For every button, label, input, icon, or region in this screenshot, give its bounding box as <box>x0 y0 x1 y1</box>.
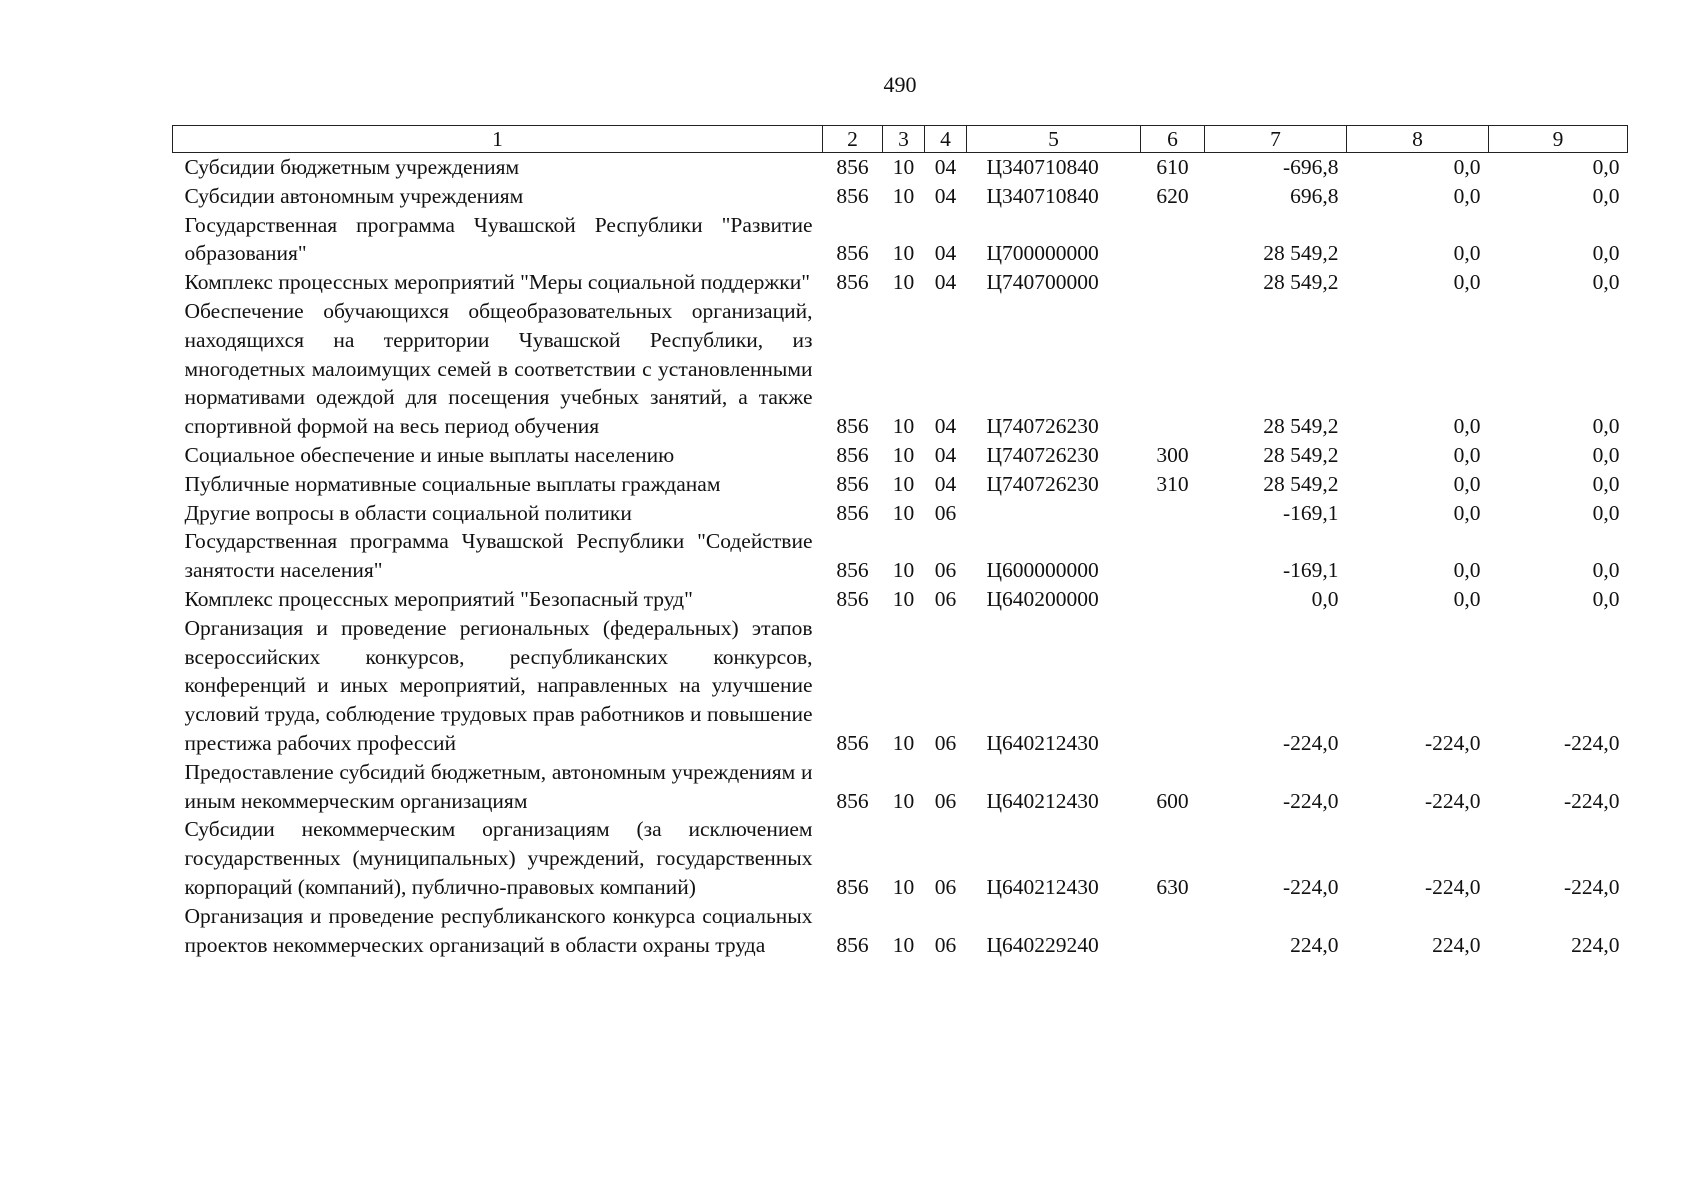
cell-amount-8: 0,0 <box>1453 155 1481 179</box>
table-row <box>173 585 1628 614</box>
cell-expense-type <box>1141 585 1205 614</box>
cell-amount-8: 0,0 <box>1453 241 1481 266</box>
cell-subsection: 06 <box>934 874 957 899</box>
cell-subsection: 06 <box>934 932 957 957</box>
row-name: Обеспечение обучающихся общеобразовательных организаций, находящихся на территории Чувашской Республики, из многодетных малоимущих семей в соответствии с установленными нормативами одеждой для посещения учебных занятий, а также спортивной формой на весь период обучения <box>184 298 813 439</box>
column-header-7: 7 <box>1205 126 1347 153</box>
header-row <box>173 126 1628 153</box>
cell-amount-7: 28 549,2 <box>1263 414 1339 439</box>
cell-amount-9: -224,0 <box>1563 874 1620 899</box>
table-row <box>173 527 1628 585</box>
cell-amount-7: 28 549,2 <box>1263 471 1339 496</box>
cell-subsection: 06 <box>934 558 957 583</box>
cell-amount-9: 0,0 <box>1592 183 1620 208</box>
cell-expense-type <box>1141 268 1205 297</box>
cell-subsection: 04 <box>934 414 957 439</box>
cell-amount-7: -224,0 <box>1282 788 1339 813</box>
cell-amount-7: 28 549,2 <box>1263 270 1339 295</box>
row-name: Государственная программа Чувашской Республики "Развитие образования" <box>184 212 813 266</box>
cell-amount-9: 0,0 <box>1592 442 1620 467</box>
cell-subsection: 06 <box>934 586 957 611</box>
column-header-5: 5 <box>967 126 1141 153</box>
cell-subsection: 04 <box>934 442 957 467</box>
cell-section: 10 <box>892 183 915 208</box>
cell-target-code: Ц640229240 <box>986 932 1099 957</box>
cell-amount-9: 0,0 <box>1592 500 1620 525</box>
cell-amount-7: -224,0 <box>1282 730 1339 755</box>
cell-target-code: Ц640212430 <box>986 874 1099 899</box>
cell-expense-type: 620 <box>1156 183 1189 208</box>
cell-amount-9: 0,0 <box>1592 241 1620 266</box>
cell-amount-7: -696,8 <box>1282 155 1339 179</box>
cell-section: 10 <box>892 270 915 295</box>
cell-ministry: 856 <box>836 414 869 439</box>
cell-target-code: Ц700000000 <box>986 241 1099 266</box>
cell-section: 10 <box>892 586 915 611</box>
cell-amount-8: 224,0 <box>1432 932 1481 957</box>
cell-expense-type: 310 <box>1156 471 1189 496</box>
cell-amount-9: 0,0 <box>1592 471 1620 496</box>
cell-target-code: Ц740700000 <box>986 270 1099 295</box>
cell-expense-type: 300 <box>1156 442 1189 467</box>
cell-section: 10 <box>892 241 915 266</box>
cell-subsection: 04 <box>934 270 957 295</box>
cell-target-code: Ц740726230 <box>986 442 1099 467</box>
table-row <box>173 758 1628 816</box>
table-body <box>173 153 1628 960</box>
budget-table-container <box>172 125 1627 959</box>
cell-expense-type <box>1141 902 1205 960</box>
cell-amount-9: 224,0 <box>1571 932 1620 957</box>
cell-expense-type: 600 <box>1156 788 1189 813</box>
cell-amount-7: -169,1 <box>1282 500 1339 525</box>
row-name: Субсидии некоммерческим организациям (за исключением государственных (муниципальных) учреждений, государственных корпораций (компаний), публично-правовых компаний) <box>184 817 813 899</box>
cell-subsection: 04 <box>934 471 957 496</box>
row-name: Организация и проведение республиканского конкурса социальных проектов некоммерческих организаций в области охраны труда <box>184 903 813 957</box>
cell-subsection: 04 <box>934 241 957 266</box>
cell-target-code: Ц340710840 <box>986 183 1099 208</box>
cell-subsection: 06 <box>934 788 957 813</box>
cell-ministry: 856 <box>836 558 869 583</box>
cell-expense-type: 630 <box>1156 874 1189 899</box>
table-row <box>173 297 1628 441</box>
cell-subsection: 04 <box>934 183 957 208</box>
cell-section: 10 <box>892 442 915 467</box>
cell-amount-9: 0,0 <box>1592 558 1620 583</box>
row-name: Социальное обеспечение и иные выплаты населению <box>184 442 675 467</box>
cell-section: 10 <box>892 558 915 583</box>
cell-ministry: 856 <box>836 442 869 467</box>
cell-expense-type <box>1141 297 1205 441</box>
cell-section: 10 <box>892 730 915 755</box>
cell-amount-8: -224,0 <box>1424 730 1481 755</box>
column-header-1: 1 <box>173 126 823 153</box>
row-name: Публичные нормативные социальные выплаты гражданам <box>184 471 721 496</box>
cell-amount-7: -224,0 <box>1282 874 1339 899</box>
cell-amount-8: 0,0 <box>1453 442 1481 467</box>
cell-ministry: 856 <box>836 874 869 899</box>
cell-amount-9: -224,0 <box>1563 788 1620 813</box>
cell-amount-8: 0,0 <box>1453 183 1481 208</box>
column-header-2: 2 <box>823 126 883 153</box>
table-row <box>173 499 1628 528</box>
table-row <box>173 614 1628 758</box>
cell-amount-9: 0,0 <box>1592 414 1620 439</box>
cell-expense-type: 610 <box>1156 155 1189 179</box>
cell-section: 10 <box>892 500 915 525</box>
cell-section: 10 <box>892 788 915 813</box>
cell-target-code <box>967 499 1141 528</box>
cell-target-code: Ц640200000 <box>986 586 1099 611</box>
cell-amount-8: -224,0 <box>1424 788 1481 813</box>
column-header-9: 9 <box>1489 126 1628 153</box>
cell-amount-7: 696,8 <box>1290 183 1339 208</box>
row-name: Комплекс процессных мероприятий "Безопасный труд" <box>184 586 693 611</box>
cell-expense-type <box>1141 527 1205 585</box>
column-header-3: 3 <box>883 126 925 153</box>
table-row <box>173 153 1628 182</box>
cell-amount-9: 0,0 <box>1592 270 1620 295</box>
cell-amount-9: 0,0 <box>1592 155 1620 179</box>
cell-expense-type <box>1141 499 1205 528</box>
table-row <box>173 902 1628 960</box>
cell-ministry: 856 <box>836 788 869 813</box>
table-row <box>173 182 1628 211</box>
row-name: Комплекс процессных мероприятий "Меры социальной поддержки" <box>184 270 810 295</box>
row-name: Субсидии автономным учреждениям <box>184 183 524 208</box>
cell-target-code: Ц600000000 <box>986 558 1099 583</box>
cell-ministry: 856 <box>836 241 869 266</box>
cell-expense-type <box>1141 614 1205 758</box>
column-header-4: 4 <box>925 126 967 153</box>
table-row <box>173 211 1628 269</box>
budget-table <box>172 125 1628 959</box>
table-row <box>173 815 1628 901</box>
cell-ministry: 856 <box>836 155 869 179</box>
row-name: Предоставление субсидий бюджетным, автономным учреждениям и иным некоммерческим организациям <box>184 759 813 813</box>
cell-amount-8: 0,0 <box>1453 500 1481 525</box>
cell-subsection: 06 <box>934 500 957 525</box>
cell-amount-7: 28 549,2 <box>1263 442 1339 467</box>
cell-target-code: Ц740726230 <box>986 471 1099 496</box>
cell-section: 10 <box>892 414 915 439</box>
table-row <box>173 441 1628 470</box>
cell-ministry: 856 <box>836 500 869 525</box>
cell-amount-8: 0,0 <box>1453 471 1481 496</box>
column-header-8: 8 <box>1347 126 1489 153</box>
cell-subsection: 06 <box>934 730 957 755</box>
cell-section: 10 <box>892 155 915 179</box>
cell-expense-type <box>1141 211 1205 269</box>
cell-amount-7: 0,0 <box>1311 586 1339 611</box>
cell-target-code: Ц740726230 <box>986 414 1099 439</box>
cell-subsection: 04 <box>934 155 957 179</box>
cell-amount-8: 0,0 <box>1453 414 1481 439</box>
row-name: Государственная программа Чувашской Республики "Содействие занятости населения" <box>184 529 813 583</box>
column-header-6: 6 <box>1141 126 1205 153</box>
cell-section: 10 <box>892 932 915 957</box>
cell-amount-8: 0,0 <box>1453 558 1481 583</box>
cell-ministry: 856 <box>836 471 869 496</box>
table-header <box>173 126 1628 153</box>
cell-ministry: 856 <box>836 932 869 957</box>
cell-amount-8: -224,0 <box>1424 874 1481 899</box>
cell-amount-7: 28 549,2 <box>1263 241 1339 266</box>
row-name: Другие вопросы в области социальной политики <box>184 500 632 525</box>
table-row <box>173 470 1628 499</box>
cell-ministry: 856 <box>836 183 869 208</box>
cell-amount-7: 224,0 <box>1290 932 1339 957</box>
cell-amount-9: -224,0 <box>1563 730 1620 755</box>
cell-target-code: Ц640212430 <box>986 730 1099 755</box>
table-row <box>173 268 1628 297</box>
cell-section: 10 <box>892 471 915 496</box>
row-name: Субсидии бюджетным учреждениям <box>184 155 520 179</box>
cell-amount-9: 0,0 <box>1592 586 1620 611</box>
cell-amount-7: -169,1 <box>1282 558 1339 583</box>
cell-ministry: 856 <box>836 270 869 295</box>
cell-ministry: 856 <box>836 586 869 611</box>
page-number: 490 <box>883 72 917 97</box>
cell-amount-8: 0,0 <box>1453 270 1481 295</box>
cell-amount-8: 0,0 <box>1453 586 1481 611</box>
cell-ministry: 856 <box>836 730 869 755</box>
row-name: Организация и проведение региональных (федеральных) этапов всероссийских конкурсов, республиканских конкурсов, конференций и иных мероприятий, направленных на улучшение условий труда, соблюдение трудовых прав работников и повышение престижа рабочих профессий <box>184 615 813 755</box>
cell-section: 10 <box>892 874 915 899</box>
cell-target-code: Ц340710840 <box>986 155 1099 179</box>
cell-target-code: Ц640212430 <box>986 788 1099 813</box>
